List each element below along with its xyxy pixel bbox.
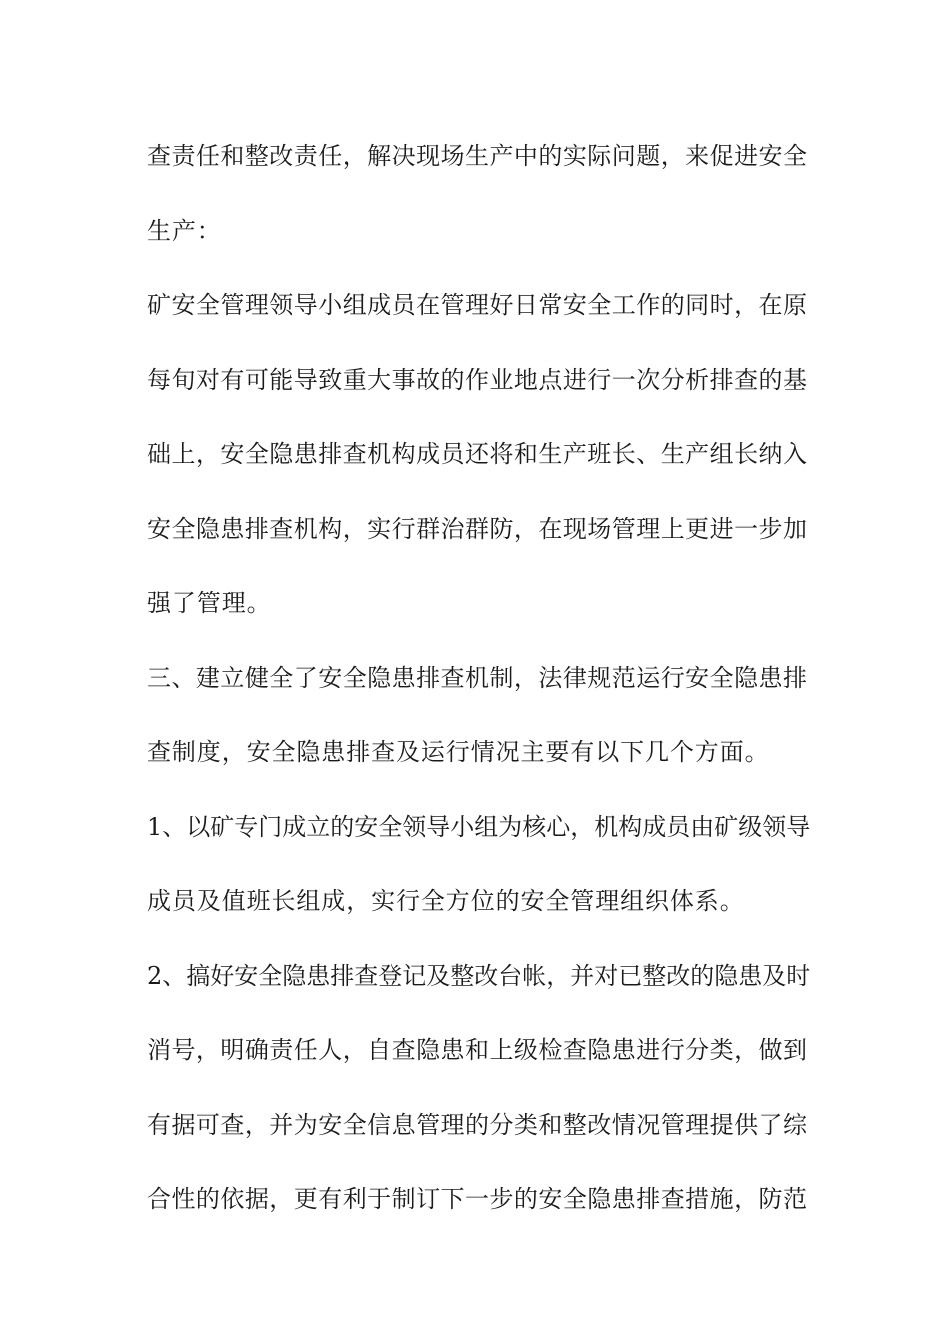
text-line: 矿安全管理领导小组成员在管理好日常安全工作的同时，在原 — [147, 291, 807, 319]
text-line: 生产： — [147, 216, 222, 245]
text-line: 成员及值班长组成，实行全方位的安全管理组织体系。 — [147, 887, 745, 915]
text-line: 安全隐患排查机构，实行群治群防，在现场管理上更进一步加 — [147, 514, 807, 543]
text-line: 础上，安全隐患排查机构成员还将和生产班长、生产组长纳入 — [147, 440, 807, 468]
text-line: 有据可查，并为安全信息管理的分类和整改情况管理提供了综 — [147, 1110, 807, 1139]
text-line: 合性的依据，更有利于制订下一步的安全隐患排查措施，防范 — [147, 1185, 807, 1213]
text-line: 强了管理。 — [147, 589, 272, 617]
document-body — [147, 130, 811, 1248]
text-line: 每旬对有可能导致重大事故的作业地点进行一次分析排查的基 — [147, 365, 807, 394]
text-line: 消号，明确责任人，自查隐患和上级检查隐患进行分类，做到 — [147, 1036, 807, 1064]
list-item-line: 2、搞好安全隐患排查登记及整改台帐，并对已整改的隐患及时 — [147, 961, 811, 990]
text-line: 查责任和整改责任，解决现场生产中的实际问题，来促进安全 — [147, 142, 807, 170]
section-heading-line: 三、建立健全了安全隐患排查机制，法律规范运行安全隐患排 — [147, 663, 807, 692]
text-line: 查制度，安全隐患排查及运行情况主要有以下几个方面。 — [147, 738, 770, 766]
list-item-line: 1、以矿专门成立的安全领导小组为核心，机构成员由矿级领导 — [147, 812, 811, 841]
